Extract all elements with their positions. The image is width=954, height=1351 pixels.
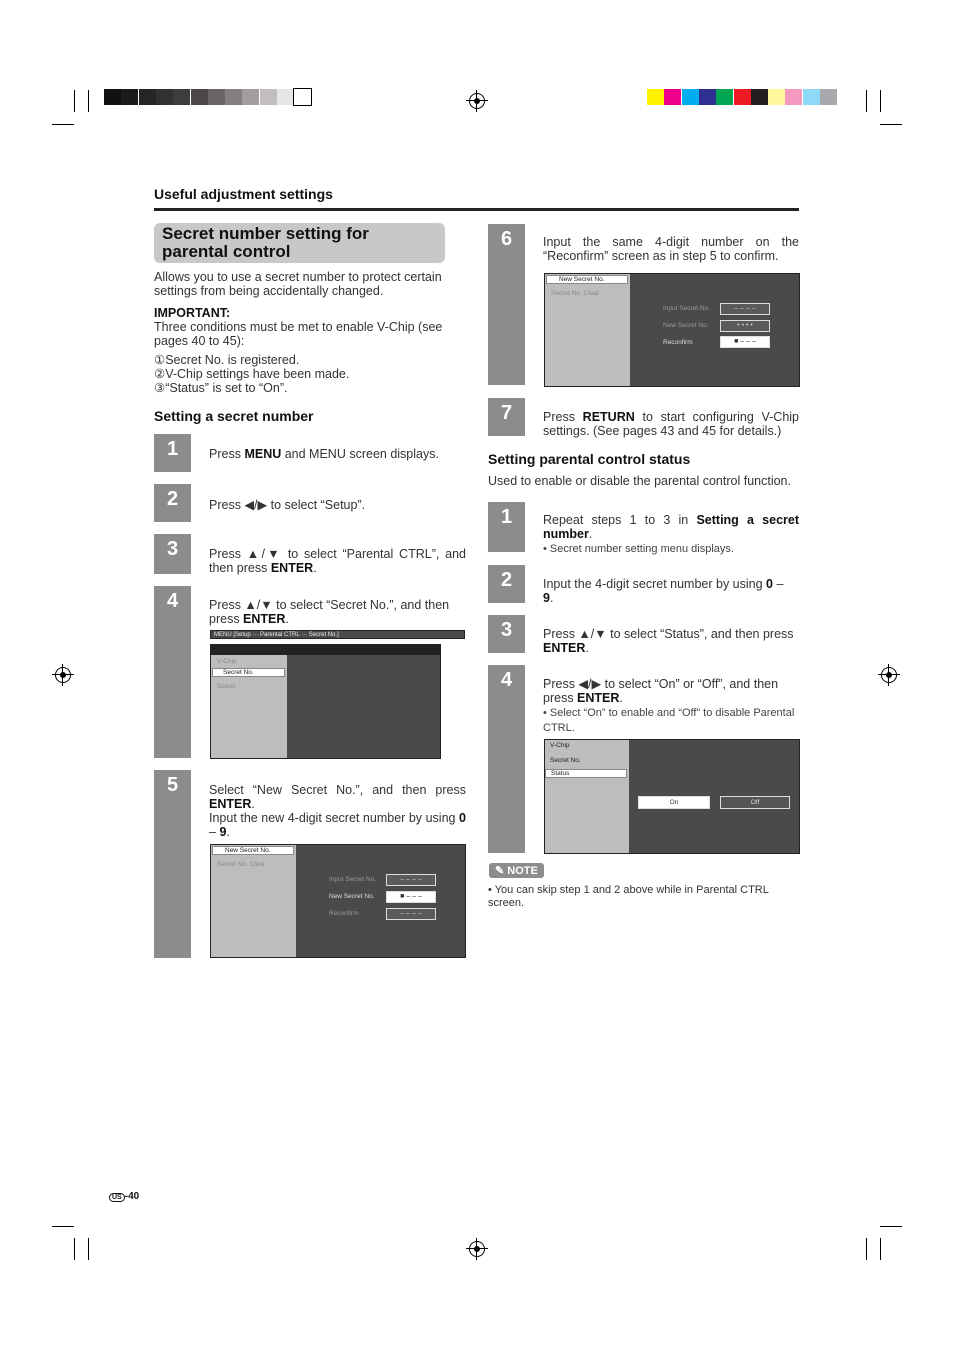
step-7-text: Press RETURN to start configuring V-Chip settings. (See pages 43 and 45 for details.): [543, 410, 799, 438]
new-secret-screen: [210, 844, 466, 958]
color-swatch: [225, 89, 242, 105]
step-badge-3: 3: [154, 534, 191, 574]
color-swatch: [820, 89, 837, 105]
color-swatch: [785, 89, 802, 105]
color-swatch: [121, 89, 138, 105]
color-swatch: [751, 89, 768, 105]
off-button[interactable]: Off: [720, 796, 790, 809]
color-swatch: [803, 89, 820, 105]
menu-item-vchip[interactable]: V-Chip: [217, 658, 237, 665]
color-swatch: [260, 89, 277, 105]
parental-status-intro: Used to enable or disable the parental control function.: [488, 474, 791, 488]
status-step-3-text: Press ▲/▼ to select “Status”, and then press ENTER.: [543, 627, 794, 655]
status-step-badge-3: 3: [488, 615, 525, 653]
step-1-text: Press MENU and MENU screen displays.: [209, 447, 439, 461]
step-badge-7: 7: [488, 398, 525, 436]
label-reconfirm-2: Reconfirm: [663, 339, 693, 346]
color-swatch: [173, 89, 190, 105]
step-badge-1: 1: [154, 434, 191, 472]
menu-item-secret-no[interactable]: Secret No.: [212, 668, 285, 677]
note-text: • You can skip step 1 and 2 above while in Parental CTRL screen.: [488, 884, 769, 909]
color-swatch: [768, 89, 785, 105]
page-title: Secret number setting for parental control: [154, 223, 445, 263]
step-2-text: Press ◀/▶ to select “Setup”.: [209, 498, 366, 512]
page-number: US -40: [109, 1191, 139, 1202]
menu-item-status[interactable]: Status: [217, 683, 236, 690]
color-swatch: [664, 89, 681, 105]
section-header: Useful adjustment settings: [154, 186, 333, 202]
menu-item-status-2[interactable]: Status: [545, 769, 627, 778]
step-badge-4: 4: [154, 586, 191, 758]
secret-menu-screen: [210, 644, 441, 759]
status-step-badge-2: 2: [488, 565, 525, 603]
color-swatch: [277, 89, 294, 105]
us-region-icon: US: [109, 1193, 125, 1202]
color-swatch: [294, 89, 311, 105]
condition-1: ①Secret No. is registered.: [154, 353, 300, 367]
color-swatch: [647, 89, 664, 105]
registration-mark-top: [469, 93, 485, 109]
color-swatch: [242, 89, 259, 105]
color-swatch: [682, 89, 699, 105]
color-swatch: [104, 89, 121, 105]
menu-item-secret-no-2[interactable]: Secret No.: [550, 757, 581, 764]
new-secret-field[interactable]: ■ – – –: [386, 891, 436, 903]
condition-3: ③“Status” is set to “On”.: [154, 381, 288, 395]
step-badge-2: 2: [154, 484, 191, 522]
menu-item-secret-clear-2[interactable]: Secret No. Clear: [551, 290, 600, 297]
reconfirm-field[interactable]: – – – –: [386, 908, 436, 920]
on-button[interactable]: On: [638, 796, 710, 809]
step-badge-6: 6: [488, 224, 525, 385]
registration-mark-bottom: [469, 1241, 485, 1257]
note-badge: ✎ NOTE: [489, 863, 544, 878]
step-3-text: Press ▲/▼ to select “Parental CTRL”, and then press ENTER.: [209, 547, 466, 575]
input-secret-field-2[interactable]: – – – –: [720, 303, 770, 315]
important-label: IMPORTANT:: [154, 306, 231, 320]
tab-new-secret-no-2[interactable]: New Secret No.: [546, 275, 628, 284]
reconfirm-screen: [544, 273, 800, 387]
status-step-4-text: Press ◀/▶ to select “On” or “Off”, and then press ENTER. • Select “On” to enable and “Off” to disable Parental CTRL.: [543, 677, 795, 734]
step-4-text: Press ▲/▼ to select “Secret No.”, and then press ENTER.: [209, 598, 450, 626]
color-swatch: [734, 89, 751, 105]
step-6-text: Input the same 4-digit number on the “Reconfirm” screen as in step 5 to confirm.: [543, 235, 799, 263]
input-secret-field[interactable]: – – – –: [386, 874, 436, 886]
color-swatch: [208, 89, 225, 105]
subhead-parental-status: Setting parental control status: [488, 451, 691, 467]
label-new-secret: New Secret No.: [329, 893, 375, 900]
important-text: Three conditions must be met to enable V-Chip (see pages 40 to 45):: [154, 320, 443, 348]
step-5-text: Select “New Secret No.”, and then press ENTER. Input the new 4-digit secret number by using 0 – 9.: [209, 783, 466, 839]
status-step-badge-4: 4: [488, 665, 525, 853]
registration-mark-left: [55, 667, 71, 683]
new-secret-field-2[interactable]: • • • •: [720, 320, 770, 332]
condition-2: ②V-Chip settings have been made.: [154, 367, 350, 381]
color-swatch: [699, 89, 716, 105]
color-swatch: [139, 89, 156, 105]
status-step-1-text: Repeat steps 1 to 3 in Setting a secret number. • Secret number setting menu displays.: [543, 513, 799, 555]
step-badge-5: 5: [154, 770, 191, 958]
reconfirm-field-2[interactable]: ■ – – –: [720, 336, 770, 348]
intro-text: Allows you to use a secret number to protect certain settings from being accidentally changed.: [154, 270, 442, 298]
label-reconfirm: Reconfirm: [329, 910, 359, 917]
header-rule: [154, 208, 799, 211]
registration-mark-right: [881, 667, 897, 683]
tab-new-secret-no[interactable]: New Secret No.: [212, 846, 294, 855]
menu-item-secret-clear[interactable]: Secret No. Clear: [217, 861, 266, 868]
menu-bar: MENU [Setup ··· Parental CTRL ··· Secret No.]: [210, 630, 465, 639]
color-swatch: [716, 89, 733, 105]
label-input-secret: Input Secret No.: [329, 876, 376, 883]
status-step-2-text: Input the 4-digit secret number by using 0 – 9.: [543, 577, 784, 605]
pencil-icon: ✎: [495, 865, 508, 877]
subhead-setting-secret: Setting a secret number: [154, 408, 314, 424]
color-swatch: [156, 89, 173, 105]
menu-item-vchip-2[interactable]: V-Chip: [550, 742, 570, 749]
color-swatch: [191, 89, 208, 105]
status-step-badge-1: 1: [488, 502, 525, 552]
label-input-secret-2: Input Secret No.: [663, 305, 710, 312]
label-new-secret-2: New Secret No.: [663, 322, 709, 329]
status-screen: [544, 739, 800, 854]
